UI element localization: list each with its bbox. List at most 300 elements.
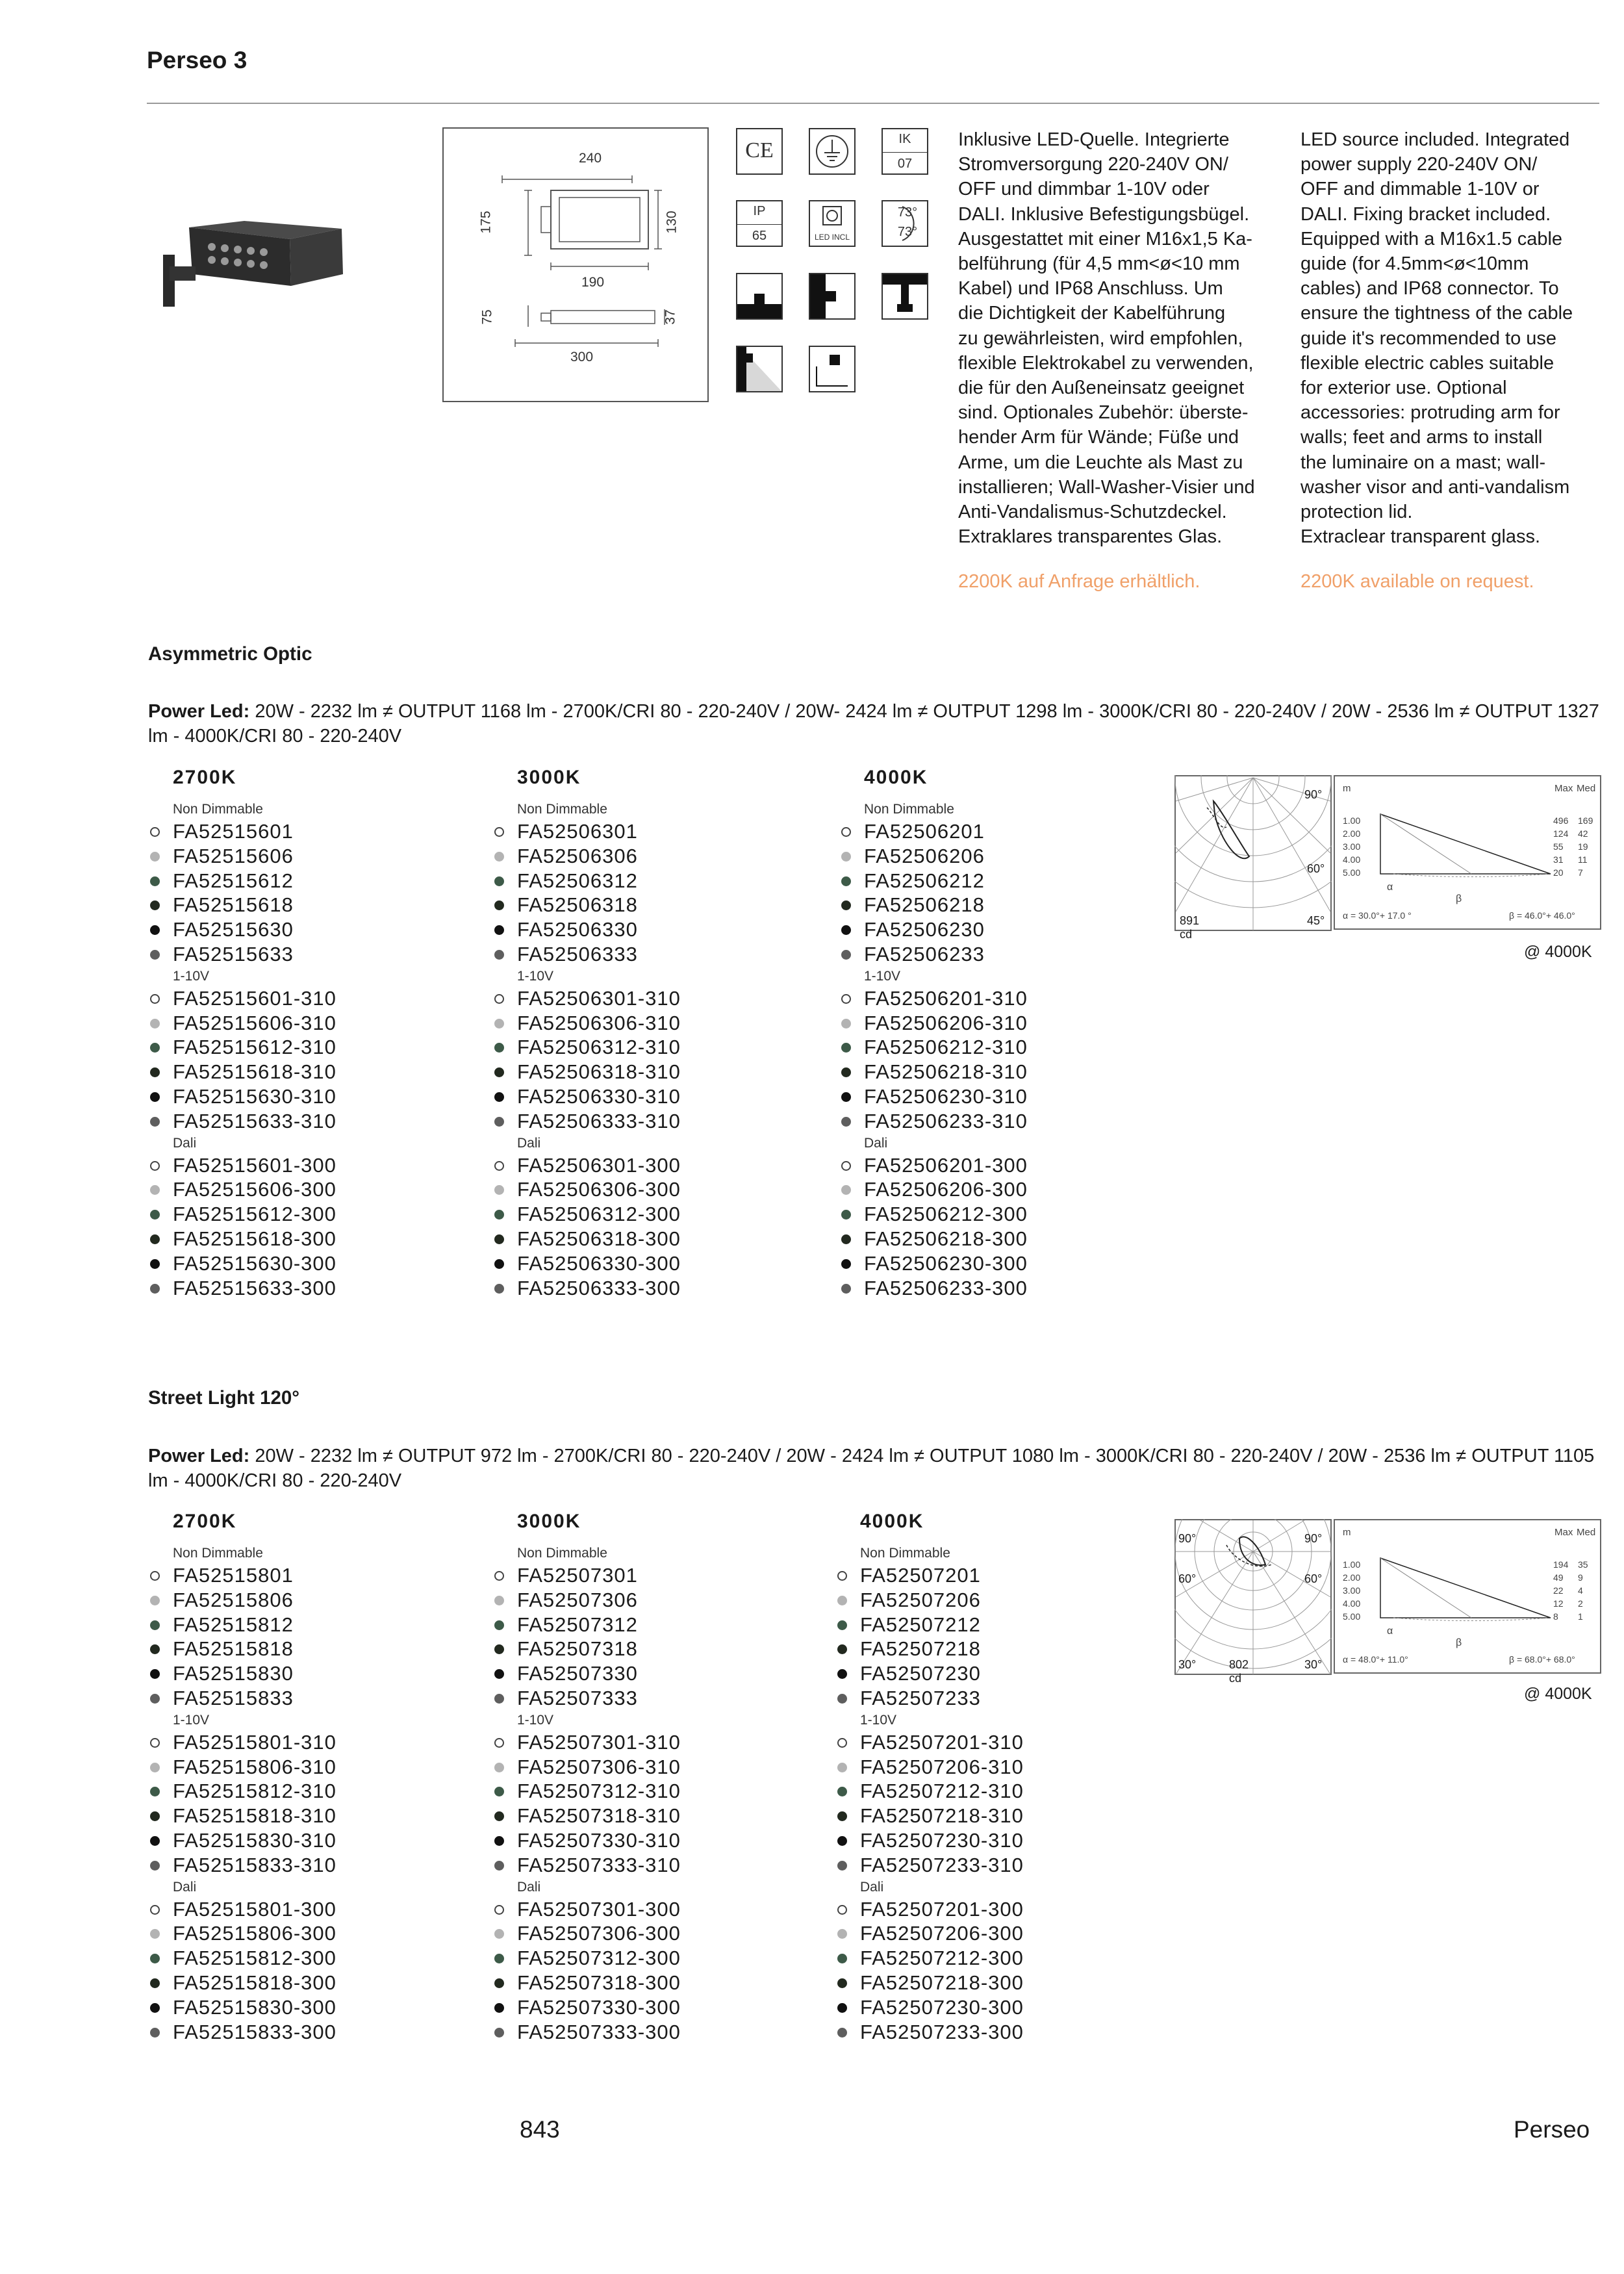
finish-color-dot-icon [494, 994, 504, 1004]
product-code: FA52506330-310 [517, 1085, 681, 1108]
desc_de-line: Arme, um die Leuchte als Mast zu [958, 452, 1243, 473]
finish-color-dot-icon [841, 1185, 851, 1195]
dim-side-height-75: 75 [479, 309, 495, 325]
finish-color-dot-icon [150, 1694, 160, 1704]
table-header-m: m [1343, 1527, 1351, 1538]
product-code: FA52515606-310 [173, 1011, 336, 1034]
finish-color-dot-icon [494, 1161, 504, 1171]
finish-color-dot-icon [494, 1284, 504, 1294]
product-code: FA52515618-310 [173, 1060, 336, 1084]
product-code: FA52506212-300 [864, 1203, 1028, 1226]
finish-color-dot-icon [841, 1284, 851, 1294]
product-code: FA52507306-300 [517, 1922, 681, 1945]
dimming-group-label: Dali [860, 1879, 884, 1895]
wall-washer-icon [736, 346, 783, 392]
finish-color-dot-icon [837, 1669, 847, 1679]
product-code: FA52507330-310 [517, 1829, 681, 1852]
desc_de-line: flexible Elektrokabel zu verwenden, [958, 352, 1254, 374]
product-code: FA52506312-310 [517, 1036, 681, 1059]
earth-class-icon [809, 128, 856, 175]
dimming-group-label: Non Dimmable [517, 1546, 607, 1561]
product-code: FA52515812 [173, 1613, 294, 1636]
finish-color-dot-icon [837, 2028, 847, 2038]
finish-color-dot-icon [494, 1185, 504, 1195]
color-temperature-heading: 2700K [173, 1511, 237, 1532]
product-code: FA52507312 [517, 1613, 638, 1636]
beta-symbol: β [1456, 893, 1462, 904]
finish-color-dot-icon [494, 1210, 504, 1220]
power-spec-asymmetric: Power Led: 20W - 2232 lm ≠ OUTPUT 1168 lm - 2700K/CRI 80 - 220-240V / 20W- 2424 lm ≠ OUTPUT 1298 lm - 3000K/CRI 80 - 220-240V / 20W - 2536 lm ≠ OUTPUT 1327 lm - 4000K/CRI 80 - 220-240V [148, 701, 1599, 747]
product-code: FA52506230-300 [864, 1251, 1028, 1275]
table-distance-value: 3.00 [1343, 841, 1361, 852]
table-distance-value: 1.00 [1343, 1559, 1361, 1570]
product-code: FA52507318-310 [517, 1804, 681, 1828]
product-code: FA52507301-310 [517, 1730, 681, 1754]
product-code: FA52506206 [864, 844, 985, 867]
candela-value: 891 cd [1180, 914, 1200, 941]
finish-color-dot-icon [494, 1669, 504, 1679]
product-code: FA52515833-310 [173, 1853, 336, 1876]
product-code: FA52507212 [860, 1613, 981, 1636]
finish-color-dot-icon [494, 1738, 504, 1748]
product-code: FA52515630-300 [173, 1251, 336, 1275]
finish-color-dot-icon [494, 1929, 504, 1939]
product-code: FA52506301-300 [517, 1153, 681, 1177]
beta-symbol: β [1456, 1637, 1462, 1648]
finish-color-dot-icon [494, 1954, 504, 1963]
product-code: FA52506218-300 [864, 1227, 1028, 1250]
finish-color-dot-icon [150, 1929, 160, 1939]
finish-color-dot-icon [150, 2003, 160, 2013]
product-code: FA52507318 [517, 1637, 638, 1661]
desc_de-line: sind. Optionales Zubehör: überste- [958, 402, 1249, 424]
finish-color-dot-icon [494, 827, 504, 837]
product-image [153, 214, 348, 325]
product-code: FA52515818-310 [173, 1804, 336, 1828]
product-code: FA52507233-310 [860, 1853, 1024, 1876]
table-distance-value: 3.00 [1343, 1585, 1361, 1596]
finish-color-dot-icon [837, 1694, 847, 1704]
product-code: FA52515606 [173, 844, 294, 867]
finish-color-dot-icon [150, 1763, 160, 1772]
finish-color-dot-icon [837, 1978, 847, 1988]
description-en [1300, 127, 1606, 549]
desc_de-line: OFF und dimmbar 1-10V oder [958, 179, 1210, 200]
product-code: FA52515601-300 [173, 1153, 336, 1177]
desc_de-line: hender Arm für Wände; Füße und [958, 427, 1239, 448]
finish-color-dot-icon [837, 1644, 847, 1654]
finish-color-dot-icon [150, 1259, 160, 1269]
finish-color-dot-icon [837, 1861, 847, 1871]
finish-color-dot-icon [837, 1929, 847, 1939]
product-code: FA52507218-310 [860, 1804, 1024, 1828]
finish-color-dot-icon [494, 1644, 504, 1654]
illuminance-table-asymmetric [1334, 775, 1601, 930]
product-code: FA52507312-310 [517, 1780, 681, 1803]
finish-color-dot-icon [494, 1234, 504, 1244]
finish-color-dot-icon [150, 1596, 160, 1605]
dimming-group-label: Non Dimmable [173, 1546, 263, 1561]
desc_en-line: protection lid. [1300, 502, 1413, 523]
finish-color-dot-icon [494, 950, 504, 960]
ce-mark-icon: CE [736, 128, 783, 175]
finish-color-dot-icon [150, 1284, 160, 1294]
product-code: FA52515818-300 [173, 1971, 336, 1994]
product-code: FA52506206-310 [864, 1011, 1028, 1034]
finish-color-dot-icon [150, 1644, 160, 1654]
product-code: FA52506301 [517, 820, 638, 843]
dimming-group-label: 1-10V [517, 1712, 554, 1728]
product-code: FA52506218-310 [864, 1060, 1028, 1084]
desc_en-line: power supply 220-240V ON/ [1300, 154, 1538, 175]
desc_en-line: accessories: protruding arm for [1300, 402, 1560, 424]
dim-side-depth-37: 37 [663, 309, 678, 325]
dimming-group-label: Dali [517, 1135, 541, 1151]
product-code: FA52506306-310 [517, 1011, 681, 1034]
desc_en-line: Equipped with a M16x1.5 cable [1300, 228, 1563, 249]
dimming-group-label: Non Dimmable [173, 802, 263, 817]
finish-color-dot-icon [494, 1694, 504, 1704]
table-max-value: 12 [1553, 1598, 1564, 1609]
table-med-value: 2 [1578, 1598, 1583, 1609]
light-cone-diagram [1335, 776, 1600, 928]
product-code: FA52515633-310 [173, 1109, 336, 1132]
note-en: 2200K available on request. [1300, 571, 1534, 592]
finish-color-dot-icon [494, 1043, 504, 1053]
finish-color-dot-icon [150, 1117, 160, 1127]
product-code: FA52515833 [173, 1687, 294, 1709]
product-code: FA52506312-300 [517, 1203, 681, 1226]
table-header-max: Max [1554, 783, 1573, 794]
dimming-group-label: Dali [173, 1135, 197, 1151]
finish-color-dot-icon [150, 852, 160, 862]
product-code: FA52506333-310 [517, 1109, 681, 1132]
color-temperature-heading: 4000K [864, 767, 928, 788]
product-code: FA52515812-310 [173, 1780, 336, 1803]
table-distance-value: 4.00 [1343, 854, 1361, 865]
finish-color-dot-icon [150, 950, 160, 960]
finish-color-dot-icon [150, 1161, 160, 1171]
product-code: FA52506212-310 [864, 1036, 1028, 1059]
product-code: FA52506233-310 [864, 1109, 1028, 1132]
finish-color-dot-icon [494, 852, 504, 862]
desc_en-line: LED source included. Integrated [1300, 129, 1570, 150]
product-code: FA52507333 [517, 1687, 638, 1709]
table-max-value: 496 [1553, 815, 1569, 826]
finish-color-dot-icon [841, 1259, 851, 1269]
table-med-value: 42 [1578, 828, 1588, 839]
desc_de-line: Kabel) und IP68 Anschluss. Um [958, 278, 1223, 300]
product-code: FA52515618-300 [173, 1227, 336, 1250]
finish-color-dot-icon [150, 1669, 160, 1679]
finish-color-dot-icon [150, 2028, 160, 2038]
product-code: FA52507212-310 [860, 1780, 1024, 1803]
product-code: FA52507233-300 [860, 2020, 1024, 2043]
footer-product-name: Perseo [1514, 2116, 1590, 2143]
finish-color-dot-icon [841, 1234, 851, 1244]
product-code: FA52506318 [517, 893, 638, 917]
table-header-max: Max [1554, 1527, 1573, 1538]
product-code: FA52515801 [173, 1564, 294, 1587]
product-code: FA52507206 [860, 1588, 981, 1611]
finish-color-dot-icon [494, 1571, 504, 1581]
dim-side-width-300: 300 [570, 350, 594, 364]
table-distance-value: 4.00 [1343, 1598, 1361, 1609]
finish-color-dot-icon [150, 876, 160, 886]
product-code: FA52507218-300 [860, 1971, 1024, 1994]
product-code: FA52506306 [517, 844, 638, 867]
finish-color-dot-icon [150, 1954, 160, 1963]
product-code: FA52506201-300 [864, 1153, 1028, 1177]
desc_en-line: Extraclear transparent glass. [1300, 526, 1541, 548]
product-code: FA52507318-300 [517, 1971, 681, 1994]
ik-rating-icon: IK 07 [882, 128, 928, 175]
product-code: FA52515806 [173, 1588, 294, 1611]
finish-color-dot-icon [494, 1787, 504, 1796]
product-code: FA52507301-300 [517, 1897, 681, 1921]
table-med-value: 9 [1578, 1572, 1583, 1583]
finish-color-dot-icon [837, 1836, 847, 1846]
product-code: FA52515801-300 [173, 1897, 336, 1921]
desc_en-line: the luminaire on a mast; wall- [1300, 452, 1546, 473]
temperature-icon: 73° 73° [882, 200, 928, 247]
desc_en-line: guide it's recommended to use [1300, 327, 1557, 349]
dimming-group-label: 1-10V [173, 1712, 210, 1728]
product-code: FA52515801-310 [173, 1730, 336, 1754]
angle-label-60: 60° [1307, 862, 1325, 875]
color-temperature-heading: 2700K [173, 767, 237, 788]
product-code: FA52515830 [173, 1662, 294, 1685]
dim-width-240: 240 [579, 151, 602, 166]
angle-label-60-right: 60° [1304, 1572, 1323, 1585]
product-code: FA52506230 [864, 918, 985, 941]
finish-color-dot-icon [494, 1620, 504, 1630]
finish-color-dot-icon [150, 1738, 160, 1748]
finish-color-dot-icon [837, 1905, 847, 1915]
product-code: FA52515612-310 [173, 1036, 336, 1059]
surface-box-icon [809, 346, 856, 392]
desc_de-line: Inklusive LED-Quelle. Integrierte [958, 129, 1230, 150]
product-code: FA52515612 [173, 869, 294, 892]
product-code: FA52515606-300 [173, 1178, 336, 1201]
finish-color-dot-icon [150, 1836, 160, 1846]
finish-color-dot-icon [837, 1620, 847, 1630]
beta-angle: β = 46.0°+ 46.0° [1509, 910, 1575, 921]
desc_en-line: cables) and IP68 connector. To [1300, 278, 1559, 300]
floor-mount-icon [736, 273, 783, 320]
table-distance-value: 2.00 [1343, 828, 1361, 839]
product-code: FA52507201 [860, 1564, 981, 1587]
table-med-value: 35 [1578, 1559, 1588, 1570]
finish-color-dot-icon [494, 2028, 504, 2038]
finish-color-dot-icon [837, 1596, 847, 1605]
table-med-value: 4 [1578, 1585, 1583, 1596]
page-title: Perseo 3 [147, 47, 247, 73]
desc_de-line: belführung (für 4,5 mm<ø<10 mm [958, 253, 1240, 275]
finish-color-dot-icon [841, 925, 851, 935]
table-max-value: 22 [1553, 1585, 1564, 1596]
product-code: FA52506212 [864, 869, 985, 892]
finish-color-dot-icon [841, 876, 851, 886]
finish-color-dot-icon [841, 1092, 851, 1102]
section-title-asymmetric: Asymmetric Optic [148, 643, 312, 665]
table-distance-value: 5.00 [1343, 1611, 1361, 1622]
finish-color-dot-icon [150, 1092, 160, 1102]
finish-color-dot-icon [494, 1861, 504, 1871]
product-code: FA52515612-300 [173, 1203, 336, 1226]
dimension-drawing [442, 127, 709, 402]
product-code: FA52507330 [517, 1662, 638, 1685]
finish-color-dot-icon [150, 1043, 160, 1053]
finish-color-dot-icon [150, 1019, 160, 1028]
angle-label-90: 90° [1304, 788, 1323, 801]
finish-color-dot-icon [150, 1571, 160, 1581]
dim-inner-190: 190 [581, 275, 605, 290]
finish-color-dot-icon [837, 2003, 847, 2013]
finish-color-dot-icon [494, 1836, 504, 1846]
power-spec-street-light: Power Led: 20W - 2232 lm ≠ OUTPUT 972 lm - 2700K/CRI 80 - 220-240V / 20W - 2424 lm ≠ OUTPUT 1080 lm - 3000K/CRI 80 - 220-240V / 20W - 2536 lm ≠ OUTPUT 1105 lm - 4000K/CRI 80 - 220-240V [148, 1446, 1595, 1491]
product-code: FA52506333 [517, 943, 638, 965]
product-code: FA52507306-310 [517, 1755, 681, 1778]
finish-color-dot-icon [841, 827, 851, 837]
product-code: FA52515806-310 [173, 1755, 336, 1778]
table-max-value: 20 [1553, 867, 1564, 878]
product-code: FA52515818 [173, 1637, 294, 1661]
finish-color-dot-icon [494, 1259, 504, 1269]
product-code: FA52506201 [864, 820, 985, 843]
dimming-group-label: Dali [517, 1879, 541, 1895]
finish-color-dot-icon [841, 1210, 851, 1220]
product-code: FA52507312-300 [517, 1947, 681, 1970]
dimming-group-label: Non Dimmable [517, 802, 607, 817]
finish-color-dot-icon [494, 2003, 504, 2013]
section-title-street-light: Street Light 120° [148, 1387, 300, 1409]
finish-color-dot-icon [494, 1019, 504, 1028]
finish-color-dot-icon [150, 1067, 160, 1077]
finish-color-dot-icon [150, 1185, 160, 1195]
angle-label-30-left: 30° [1178, 1658, 1197, 1671]
finish-color-dot-icon [841, 901, 851, 910]
table-distance-value: 1.00 [1343, 815, 1361, 826]
product-code: FA52507301 [517, 1564, 638, 1587]
led-included-icon: LED INCL [809, 200, 856, 247]
at-4000k-label: @ 4000K [1524, 943, 1592, 961]
finish-color-dot-icon [841, 1019, 851, 1028]
finish-color-dot-icon [841, 1161, 851, 1171]
finish-color-dot-icon [494, 901, 504, 910]
finish-color-dot-icon [837, 1811, 847, 1821]
finish-color-dot-icon [837, 1763, 847, 1772]
product-code: FA52506206-300 [864, 1178, 1028, 1201]
desc_en-line: for exterior use. Optional [1300, 377, 1507, 399]
desc_de-line: DALI. Inklusive Befestigungsbügel. [958, 203, 1250, 225]
finish-color-dot-icon [841, 950, 851, 960]
finish-color-dot-icon [150, 1620, 160, 1630]
table-distance-value: 5.00 [1343, 867, 1361, 878]
desc_de-line: installieren; Wall-Washer-Visier und [958, 476, 1255, 498]
dimming-group-label: 1-10V [173, 968, 210, 984]
finish-color-dot-icon [837, 1787, 847, 1796]
table-header-m: m [1343, 783, 1351, 794]
finish-color-dot-icon [494, 1811, 504, 1821]
product-code: FA52515601-310 [173, 986, 336, 1010]
product-code: FA52515630 [173, 918, 294, 941]
dimming-group-label: Non Dimmable [860, 1546, 950, 1561]
product-code: FA52515806-300 [173, 1922, 336, 1945]
desc_de-line: zu gewährleisten, wird empfohlen, [958, 327, 1243, 349]
ceiling-pole-mount-icon [882, 273, 928, 320]
product-code: FA52507233 [860, 1687, 981, 1709]
table-med-value: 7 [1578, 867, 1583, 878]
table-med-value: 1 [1578, 1611, 1583, 1622]
product-code: FA52507333-310 [517, 1853, 681, 1876]
table-max-value: 124 [1553, 828, 1569, 839]
desc_de-line: die Dichtigkeit der Kabelführung [958, 303, 1226, 324]
header-divider [147, 103, 1599, 104]
product-code: FA52507212-300 [860, 1947, 1024, 1970]
alpha-angle: α = 48.0°+ 11.0° [1343, 1654, 1408, 1665]
description-de [958, 127, 1283, 549]
finish-color-dot-icon [150, 1210, 160, 1220]
beta-angle: β = 68.0°+ 68.0° [1509, 1654, 1575, 1665]
table-med-value: 19 [1578, 841, 1588, 852]
table-max-value: 194 [1553, 1559, 1569, 1570]
product-code: FA52506318-300 [517, 1227, 681, 1250]
product-code: FA52506330-300 [517, 1251, 681, 1275]
alpha-symbol: α [1387, 882, 1393, 893]
color-temperature-heading: 3000K [517, 1511, 581, 1532]
desc_de-line: die für den Außeneinsatz geeignet [958, 377, 1245, 399]
product-code: FA52506233 [864, 943, 985, 965]
finish-color-dot-icon [494, 1067, 504, 1077]
desc_en-line: flexible electric cables suitable [1300, 352, 1554, 374]
ip-rating-icon: IP 65 [736, 200, 783, 247]
finish-color-dot-icon [494, 1092, 504, 1102]
angle-label-90-left: 90° [1178, 1532, 1197, 1545]
angle-label-60-left: 60° [1178, 1572, 1197, 1585]
alpha-angle: α = 30.0°+ 17.0 ° [1343, 910, 1412, 921]
finish-color-dot-icon [150, 994, 160, 1004]
finish-color-dot-icon [150, 1811, 160, 1821]
product-code: FA52506333-300 [517, 1276, 681, 1299]
product-code: FA52506312 [517, 869, 638, 892]
finish-color-dot-icon [837, 1954, 847, 1963]
angle-label-30-right: 30° [1304, 1658, 1323, 1671]
product-code: FA52507230-310 [860, 1829, 1024, 1852]
product-code: FA52507230-300 [860, 1995, 1024, 2019]
finish-color-dot-icon [494, 1978, 504, 1988]
dimming-group-label: Dali [864, 1135, 888, 1151]
product-code: FA52507218 [860, 1637, 981, 1661]
product-code: FA52507201-300 [860, 1897, 1024, 1921]
finish-color-dot-icon [150, 827, 160, 837]
dimming-group-label: 1-10V [864, 968, 901, 984]
dimming-group-label: Dali [173, 1879, 197, 1895]
product-code: FA52515633 [173, 943, 294, 965]
finish-color-dot-icon [841, 1043, 851, 1053]
desc_en-line: washer visor and anti-vandalism [1300, 476, 1570, 498]
product-code: FA52515601 [173, 820, 294, 843]
product-code: FA52515618 [173, 893, 294, 917]
dimming-group-label: Non Dimmable [864, 802, 954, 817]
finish-color-dot-icon [150, 925, 160, 935]
product-code: FA52515830-310 [173, 1829, 336, 1852]
table-med-value: 169 [1578, 815, 1593, 826]
dim-height-175: 175 [478, 211, 494, 234]
table-header-med: Med [1577, 783, 1596, 794]
product-code: FA52507230 [860, 1662, 981, 1685]
product-code: FA52507206-300 [860, 1922, 1024, 1945]
